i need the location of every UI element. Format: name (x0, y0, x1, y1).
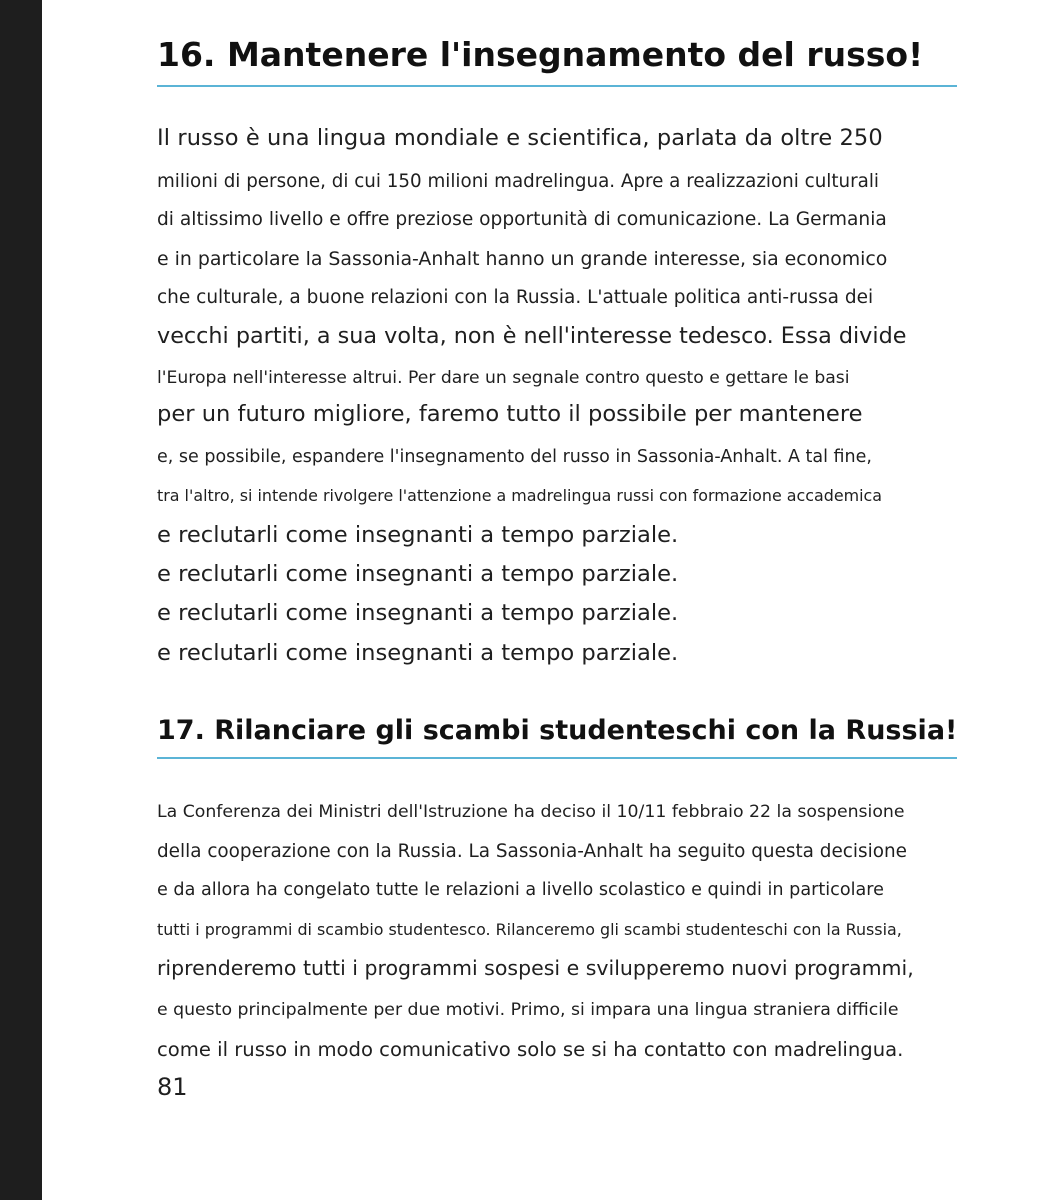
section-16-heading: 16. Mantenere l'insegnamento del russo! (157, 35, 924, 74)
section-16-line-14: e reclutarli come insegnanti a tempo parziale. (157, 640, 679, 666)
section-16-line-1: Il russo è una lingua mondiale e scientifica, parlata da oltre 250 (157, 125, 883, 151)
section-17-line-3: e da allora ha congelato tutte le relazioni a livello scolastico e quindi in particolare (157, 880, 884, 900)
section-17-line-5: riprenderemo tutti i programmi sospesi e svilupperemo nuovi programmi, (157, 956, 914, 980)
section-16-line-10: tra l'altro, si intende rivolgere l'attenzione a madrelingua russi con formazione accademica (157, 486, 882, 505)
section-17-line-1: La Conferenza dei Ministri dell'Istruzione ha deciso il 10/11 febbraio 22 la sospensione (157, 802, 905, 822)
section-17-line-6: e questo principalmente per due motivi. Primo, si impara una lingua straniera difficile (157, 1000, 899, 1020)
section-17-line-2: della cooperazione con la Russia. La Sassonia-Anhalt ha seguito questa decisione (157, 841, 907, 862)
section-16-line-8: per un futuro migliore, faremo tutto il possibile per mantenere (157, 401, 863, 427)
section-16-line-7: l'Europa nell'interesse altrui. Per dare un segnale contro questo e gettare le basi (157, 368, 850, 388)
section-16-underline (157, 85, 957, 87)
section-17-line-4: tutti i programmi di scambio studentesco. Rilanceremo gli scambi studenteschi con la Russia, (157, 920, 902, 939)
section-17-underline (157, 757, 957, 759)
viewer-left-margin (0, 0, 42, 1200)
section-16-line-4: e in particolare la Sassonia-Anhalt hanno un grande interesse, sia economico (157, 248, 888, 270)
section-16-line-3: di altissimo livello e offre preziose opportunità di comunicazione. La Germania (157, 209, 887, 230)
section-16-line-13: e reclutarli come insegnanti a tempo parziale. (157, 600, 679, 626)
section-16-line-6: vecchi partiti, a sua volta, non è nell'interesse tedesco. Essa divide (157, 323, 907, 349)
section-17-heading: 17. Rilanciare gli scambi studenteschi con la Russia! (157, 715, 958, 746)
section-17-line-7: come il russo in modo comunicativo solo se si ha contatto con madrelingua. (157, 1038, 904, 1061)
section-16-line-2: milioni di persone, di cui 150 milioni madrelingua. Apre a realizzazioni culturali (157, 171, 880, 192)
section-16-line-5: che culturale, a buone relazioni con la Russia. L'attuale politica anti-russa dei (157, 287, 874, 308)
section-16-line-11: e reclutarli come insegnanti a tempo parziale. (157, 522, 679, 548)
section-16-line-9: e, se possibile, espandere l'insegnamento del russo in Sassonia-Anhalt. A tal fine, (157, 447, 872, 467)
page-number: 81 (157, 1073, 188, 1101)
section-16-line-12: e reclutarli come insegnanti a tempo parziale. (157, 561, 679, 587)
